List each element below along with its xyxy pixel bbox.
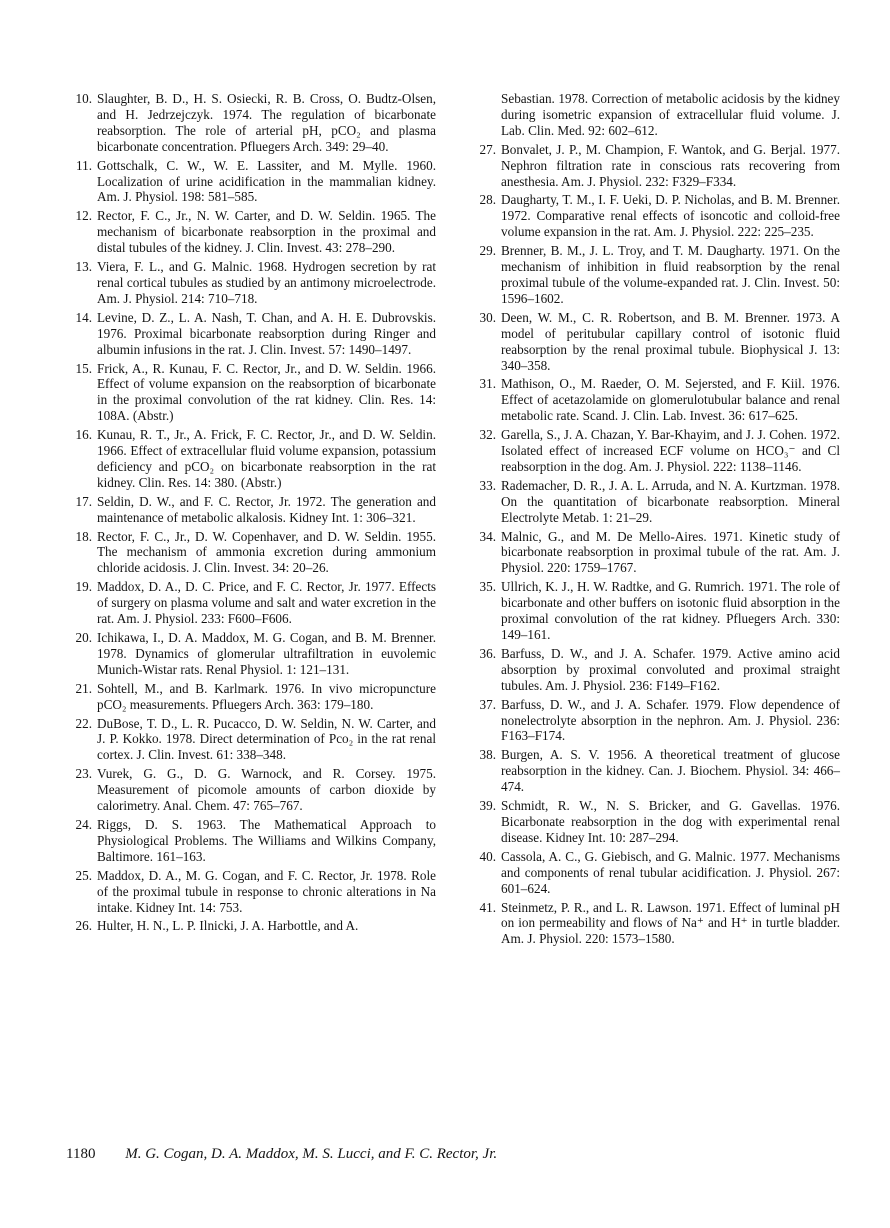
reference-text: Seldin, D. W., and F. C. Rector, Jr. 1972. The generation and maintenance of metabolic alkalosis. Kidney Int. 1: 306–321.	[97, 493, 436, 525]
reference-text: Malnic, G., and M. De Mello-Aires. 1971. Kinetic study of bicarbonate reabsorption in proximal tubule of the rat. Am. J. Physiol. 220: 1759–1767.	[501, 528, 840, 576]
footer-authors: M. G. Cogan, D. A. Maddox, M. S. Lucci, and F. C. Rector, Jr.	[125, 1146, 498, 1162]
reference-text: Barfuss, D. W., and J. A. Schafer. 1979. Active amino acid absorption by proximal convoluted and proximal straight tubules. Am. J. Physiol. 236: F149–F162.	[501, 645, 840, 693]
reference-text: Slaughter, B. D., H. S. Osiecki, R. B. Cross, O. Budtz-Olsen, and H. Jedrzejczyk. 1974. The regulation of bicarbonate reabsorption. The role of arterial pH, pCO₂ and plasma bicarbonate concentration. Pfluegers Arch. 349: 29–40.	[97, 91, 436, 154]
reference-item	[470, 646, 840, 694]
reference-item	[66, 310, 436, 358]
reference-text: Rector, F. C., Jr., N. W. Carter, and D. W. Seldin. 1965. The mechanism of bicarbonate reabsorption in the proximal and distal tubules of the kidney. J. Clin. Invest. 43: 278–290.	[97, 208, 436, 256]
reference-text: Maddox, D. A., D. C. Price, and F. C. Rector, Jr. 1977. Effects of surgery on plasma volume and salt and water excretion in the rat. Am. J. Physiol. 233: F600–F606.	[97, 579, 436, 627]
reference-item	[470, 579, 840, 643]
reference-item	[470, 798, 840, 846]
reference-number: 22.	[75, 715, 92, 731]
reference-item	[66, 361, 436, 425]
reference-text: Daugharty, T. M., I. F. Ueki, D. P. Nicholas, and B. M. Brenner. 1972. Comparative renal effects of isoncotic and colloid-free volume expansion in the rat. Am. J. Physiol. 222: 225–235.	[501, 192, 840, 240]
reference-number: 11.	[76, 157, 92, 173]
reference-item	[470, 900, 840, 948]
reference-number: 33.	[479, 477, 496, 493]
reference-number: 20.	[75, 630, 92, 645]
reference-text: DuBose, T. D., L. R. Pucacco, D. W. Seldin, N. W. Carter, and J. P. Kokko. 1978. Direct determination of Pco₂ in the rat renal cortex. J. Clin. Invest. 61: 338–348.	[97, 715, 436, 763]
references-right-column	[470, 91, 840, 950]
reference-number: 26.	[75, 918, 92, 934]
reference-text: Kunau, R. T., Jr., A. Frick, F. C. Rector, Jr., and D. W. Seldin. 1966. Effect of extracellular fluid volume expansion, potassium deficiency and pCO₂ on bicarbonate reabsorption in the rat kidney. Clin. Res. 14: 380. (Abstr.)	[97, 427, 436, 490]
reference-number: 29.	[479, 243, 496, 259]
reference-text: Levine, D. Z., L. A. Nash, T. Chan, and A. H. E. Dubrovskis. 1976. Proximal bicarbonate reabsorption during Ringer and albumin infusions in the rat. J. Clin. Invest. 57: 1490–1497.	[97, 309, 436, 357]
reference-item	[470, 849, 840, 897]
reference-item	[66, 766, 436, 814]
reference-text: Frick, A., R. Kunau, F. C. Rector, Jr., and D. W. Seldin. 1966. Effect of volume expansion on the reabsorption of bicarbonate in the proximal convolution of the rat kidney. Clin. Res. 14: 108A. (Abstr.)	[97, 360, 436, 424]
reference-item	[66, 91, 436, 155]
reference-item	[470, 243, 840, 307]
reference-text: Sohtell, M., and B. Karlmark. 1976. In vivo micropuncture pCO₂ measurements. Pfluegers Arch. 363: 179–180.	[97, 680, 436, 712]
reference-item	[470, 376, 840, 424]
reference-number: 32.	[479, 427, 496, 443]
reference-number: 16.	[75, 427, 92, 443]
reference-number: 23.	[75, 766, 92, 782]
reference-text: Cassola, A. C., G. Giebisch, and G. Malnic. 1977. Mechanisms and components of renal tubular acidification. J. Physiol. 267: 601–624.	[501, 848, 840, 896]
reference-number: 24.	[75, 816, 92, 832]
reference-number: 36.	[479, 645, 496, 661]
reference-number: 30.	[479, 309, 496, 325]
reference-number: 14.	[75, 309, 92, 325]
reference-number: 12.	[75, 208, 92, 224]
reference-number: 27.	[479, 141, 496, 157]
reference-number: 10.	[75, 91, 92, 106]
reference-item	[470, 747, 840, 795]
reference-item	[470, 427, 840, 475]
reference-text: Gottschalk, C. W., W. E. Lassiter, and M. Mylle. 1960. Localization of urine acidification in the mammalian kidney. Am. J. Physiol. 198: 581–585.	[97, 157, 436, 205]
reference-number: 28.	[479, 192, 496, 208]
reference-text: Brenner, B. M., J. L. Troy, and T. M. Daugharty. 1971. On the mechanism of inhibition in fluid reabsorption by the renal proximal tubule of the volume-expanded rat. J. Clin. Invest. 50: 1596–1602.	[501, 243, 840, 306]
reference-number: 41.	[479, 899, 496, 915]
reference-number: 34.	[479, 528, 496, 544]
reference-number: 17.	[75, 493, 92, 509]
reference-item	[470, 142, 840, 190]
reference-text: Viera, F. L., and G. Malnic. 1968. Hydrogen secretion by rat renal cortical tubules as studied by an antimony microelectrode. Am. J. Physiol. 214: 710–718.	[97, 259, 436, 306]
reference-item	[66, 579, 436, 627]
reference-number: 21.	[75, 680, 92, 696]
reference-text: Rector, F. C., Jr., D. W. Copenhaver, and D. W. Seldin. 1955. The mechanism of ammonia excretion during ammonium chloride acidosis. J. Clin. Invest. 34: 20–26.	[97, 528, 436, 576]
reference-item	[66, 716, 436, 764]
reference-text: Vurek, G. G., D. G. Warnock, and R. Corsey. 1975. Measurement of picomole amounts of carbon dioxide by calorimetry. Anal. Chem. 47: 765–767.	[97, 766, 436, 814]
reference-text: Deen, W. M., C. R. Robertson, and B. M. Brenner. 1973. A model of peritubular capillary control of isotonic fluid reabsorption by the renal proximal tubule. Biophysical J. 13: 340–358.	[501, 309, 840, 373]
reference-item	[66, 158, 436, 206]
reference-item	[470, 529, 840, 577]
reference-item	[66, 494, 436, 526]
reference-number: 19.	[75, 579, 92, 595]
reference-item	[470, 310, 840, 374]
reference-text: Maddox, D. A., M. G. Cogan, and F. C. Rector, Jr. 1978. Role of the proximal tubule in response to chronic alterations in Na intake. Kidney Int. 14: 753.	[97, 867, 436, 915]
reference-number: 18.	[75, 528, 92, 544]
page-footer	[66, 1146, 497, 1163]
reference-item	[66, 259, 436, 307]
reference-number: 38.	[479, 747, 496, 763]
reference-text: Hulter, H. N., L. P. Ilnicki, J. A. Harbottle, and A.	[97, 918, 359, 934]
reference-item	[470, 697, 840, 745]
reference-item	[470, 192, 840, 240]
reference-text: Schmidt, R. W., N. S. Bricker, and G. Gavellas. 1976. Bicarbonate reabsorption in the dog with experimental renal disease. Kidney Int. 10: 287–294.	[501, 798, 840, 845]
reference-continuation	[470, 91, 840, 139]
reference-text: Mathison, O., M. Raeder, O. M. Sejersted, and F. Kiil. 1976. Effect of acetazolamide on glomerulotubular balance and renal metabolic rate. Scand. J. Clin. Lab. Invest. 36: 617–625.	[501, 376, 840, 424]
reference-item	[66, 868, 436, 916]
references-left-column	[66, 91, 436, 937]
reference-item	[66, 630, 436, 678]
reference-number: 35.	[479, 579, 496, 595]
reference-item	[66, 918, 436, 934]
reference-text: Ullrich, K. J., H. W. Radtke, and G. Rumrich. 1971. The role of bicarbonate and other buffers on isotonic fluid absorption in the proximal convolution of the rat kidney. Pfluegers Arch. 330: 149–161.	[501, 579, 840, 642]
reference-item	[66, 529, 436, 577]
reference-item	[66, 208, 436, 256]
reference-number: 31.	[479, 376, 496, 392]
reference-text: Bonvalet, J. P., M. Champion, F. Wantok, and G. Berjal. 1977. Nephron filtration rate in conscious rats recovering from anesthesia. Am. J. Physiol. 232: F329–F334.	[501, 141, 840, 189]
reference-number: 39.	[479, 798, 496, 814]
reference-item	[470, 478, 840, 526]
reference-number: 25.	[75, 867, 92, 883]
reference-number: 37.	[479, 696, 496, 712]
reference-text: Garella, S., J. A. Chazan, Y. Bar-Khayim, and J. J. Cohen. 1972. Isolated effect of increased ECF volume on HCO₃⁻ and Cl reabsorption in the dog. Am. J. Physiol. 222: 1138–1146.	[501, 427, 840, 474]
reference-text: Burgen, A. S. V. 1956. A theoretical treatment of glucose reabsorption in the kidney. Can. J. Biochem. Physiol. 34: 466–474.	[501, 747, 840, 795]
reference-text: Ichikawa, I., D. A. Maddox, M. G. Cogan, and B. M. Brenner. 1978. Dynamics of glomerular ultrafiltration in euvolemic Munich-Wistar rats. Renal Physiol. 1: 121–131.	[97, 630, 436, 677]
reference-text: Riggs, D. S. 1963. The Mathematical Approach to Physiological Problems. The Williams and Wilkins Company, Baltimore. 161–163.	[97, 816, 436, 864]
page-number: 1180	[66, 1146, 96, 1162]
reference-number: 13.	[75, 259, 92, 275]
reference-text: Steinmetz, P. R., and L. R. Lawson. 1971. Effect of luminal pH on ion permeability and flows of Na⁺ and H⁺ in turtle bladder. Am. J. Physiol. 220: 1573–1580.	[501, 899, 840, 947]
reference-item	[66, 681, 436, 713]
reference-item	[66, 427, 436, 491]
reference-text: Barfuss, D. W., and J. A. Schafer. 1979. Flow dependence of nonelectrolyte absorption in the nephron. Am. J. Physiol. 236: F163–F174.	[501, 696, 840, 744]
reference-text: Sebastian. 1978. Correction of metabolic acidosis by the kidney during isometric expansion of extracellular fluid volume. J. Lab. Clin. Med. 92: 602–612.	[501, 91, 840, 138]
reference-number: 40.	[479, 848, 496, 864]
reference-text: Rademacher, D. R., J. A. L. Arruda, and N. A. Kurtzman. 1978. On the quantitation of bicarbonate reabsorption. Mineral Electrolyte Metab. 1: 21–29.	[501, 477, 840, 525]
reference-item	[66, 817, 436, 865]
reference-number: 15.	[75, 360, 92, 376]
